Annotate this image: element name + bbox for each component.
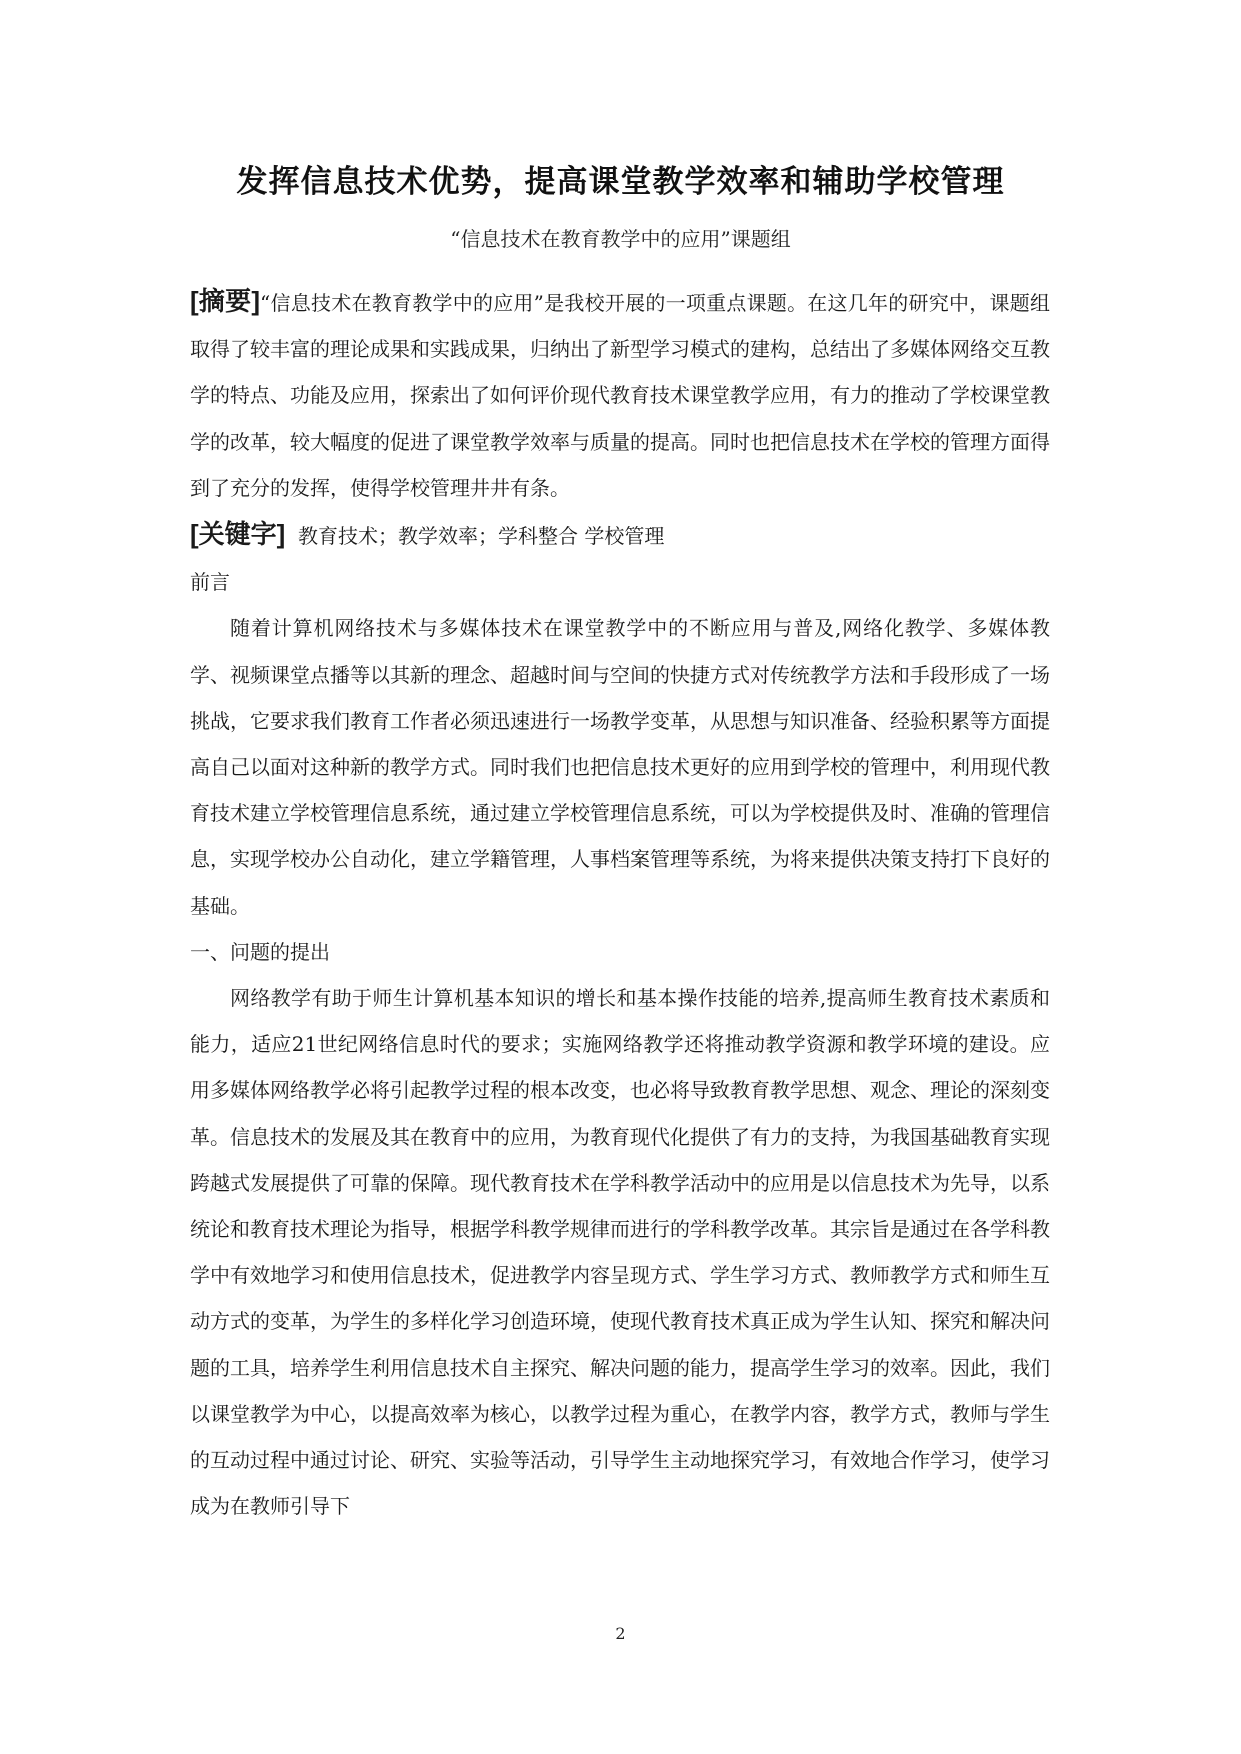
- abstract-label: [摘要]: [190, 286, 261, 316]
- abstract-paragraph: [190, 278, 1050, 511]
- keywords-label: [关键字]: [190, 519, 286, 550]
- section-1-heading: 一、问题的提出: [190, 939, 330, 964]
- preface-paragraph: 随着计算机网络技术与多媒体技术在课堂教学中的不断应用与普及,网络化教学、多媒体教学、视频课堂点播等以其新的理念、超越时间与空间的快捷方式对传统教学方法和手段形成了一场挑战，它要求我们教育工作者必须迅速进行一场教学变革，从思想与知识准备、经验积累等方面提高自己以面对这种新的教学方式。同时我们也把信息技术更好的应用到学校的管理中，利用现代教育技术建立学校管理信息系统，通过建立学校管理信息系统，可以为学校提供及时、准确的管理信息，实现学校办公自动化，建立学籍管理，人事档案管理等系统，为将来提供决策支持打下良好的基础。: [190, 616, 1050, 918]
- keywords-paragraph: [190, 511, 1050, 559]
- preface-heading: 前言: [190, 570, 230, 595]
- section-1-paragraph: 网络教学有助于师生计算机基本知识的增长和基本操作技能的培养,提高师生教育技术素质和能力，适应21世纪网络信息时代的要求；实施网络教学还将推动教学资源和教学环境的建设。应用多媒体网络教学必将引起教学过程的根本改变，也必将导致教育教学思想、观念、理论的深刻变革。信息技术的发展及其在教育中的应用，为教育现代化提供了有力的支持，为我国基础教育实现跨越式发展提供了可靠的保障。现代教育技术在学科教学活动中的应用是以信息技术为先导，以系统论和教育技术理论为指导，根据学科教学规律而进行的学科教学改革。其宗旨是通过在各学科教学中有效地学习和使用信息技术，促进教学内容呈现方式、学生学习方式、教师教学方式和师生互动方式的变革，为学生的多样化学习创造环境，使现代教育技术真正成为学生认知、探究和解决问题的工具，培养学生利用信息技术自主探究、解决问题的能力，提高学生学习的效率。因此，我们以课堂教学为中心，以提高效率为核心，以教学过程为重心，在教学内容，教学方式，教师与学生的互动过程中通过讨论、研究、实验等活动，引导学生主动地探究学习，有效地合作学习，使学习成为在教师引导下: [190, 986, 1050, 1519]
- keywords-text: 教育技术；教学效率；学科整合 学校管理: [298, 524, 665, 549]
- page-number: 2: [615, 1624, 626, 1643]
- document-subtitle: “信息技术在教育教学中的应用”课题组: [450, 227, 791, 251]
- abstract-text: “信息技术在教育教学中的应用”是我校开展的一项重点课题。在这几年的研究中，课题组取得了较丰富的理论成果和实践成果，归纳出了新型学习模式的建构，总结出了多媒体网络交互教学的特点、功能及应用，探索出了如何评价现代教育技术课堂教学应用，有力的推动了学校课堂教学的改革，较大幅度的促进了课堂教学效率与质量的提高。同时也把信息技术在学校的管理方面得到了充分的发挥，使得学校管理井井有条。: [190, 291, 1050, 500]
- document-title: 发挥信息技术优势，提高课堂教学效率和辅助学校管理: [236, 164, 1005, 200]
- document-body: [190, 278, 1050, 1529]
